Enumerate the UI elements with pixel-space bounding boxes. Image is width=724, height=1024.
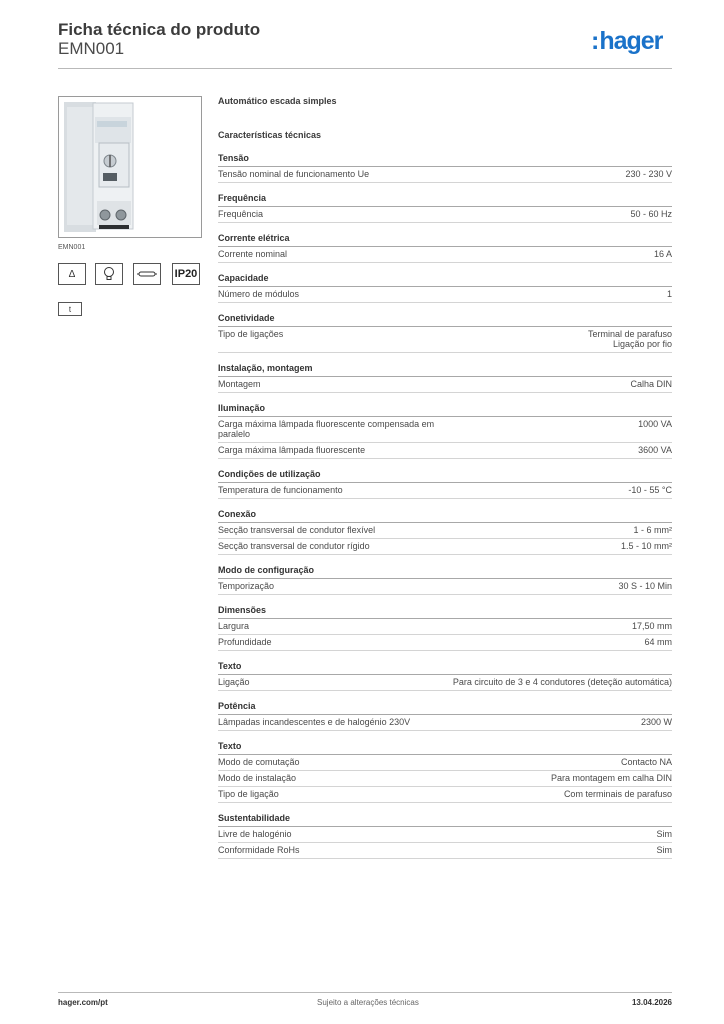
spec-row — [218, 539, 672, 555]
spec-label: Conformidade RoHs — [218, 845, 300, 855]
spec-label: Tensão nominal de funcionamento Ue — [218, 169, 370, 179]
spec-section — [218, 701, 672, 731]
spec-label: Secção transversal de condutor flexível — [218, 525, 376, 535]
spec-row — [218, 715, 672, 731]
spec-value: 64 mm — [644, 637, 672, 647]
spec-row — [218, 771, 672, 787]
spec-row — [218, 207, 672, 223]
section-title: Tensão — [218, 153, 672, 167]
timer-icon: t — [58, 302, 82, 316]
footer-divider — [58, 992, 672, 993]
spec-value: 30 S - 10 Min — [618, 581, 672, 591]
spec-section — [218, 661, 672, 691]
bell-icon: Δ — [58, 263, 86, 285]
spec-label: Corrente nominal — [218, 249, 288, 259]
spec-section — [218, 363, 672, 393]
spec-row — [218, 417, 672, 443]
spec-label: Secção transversal de condutor rígido — [218, 541, 370, 551]
spec-sections — [218, 153, 672, 859]
spec-label: Temperatura de funcionamento — [218, 485, 343, 495]
spec-value: 1000 VA — [638, 419, 672, 429]
section-title: Condições de utilização — [218, 469, 672, 483]
spec-label: Largura — [218, 621, 250, 631]
product-code: EMN001 — [58, 39, 125, 58]
section-title: Sustentabilidade — [218, 813, 672, 827]
page-title: Ficha técnica do produto — [58, 20, 261, 39]
spec-section — [218, 509, 672, 555]
spec-section — [218, 813, 672, 859]
spec-label: Montagem — [218, 379, 261, 389]
hager-logo: :hager — [591, 27, 663, 55]
spec-row — [218, 827, 672, 843]
footer-date: 13.04.2026 — [631, 998, 672, 1007]
characteristics-title: Características técnicas — [218, 130, 322, 140]
spec-row — [218, 247, 672, 263]
spec-row — [218, 443, 672, 459]
spec-row — [218, 843, 672, 859]
section-title: Instalação, montagem — [218, 363, 672, 377]
image-caption: EMN001 — [58, 244, 86, 251]
section-title: Potência — [218, 701, 672, 715]
spec-label: Lâmpadas incandescentes e de halogénio 230V — [218, 717, 411, 727]
spec-label: Carga máxima lâmpada fluorescente compensada em paralelo — [218, 419, 435, 439]
spec-value: Sim — [656, 845, 672, 855]
section-title: Modo de configuração — [218, 565, 672, 579]
spec-section — [218, 741, 672, 803]
spec-section — [218, 193, 672, 223]
footer-website[interactable]: hager.com/pt — [58, 998, 108, 1007]
section-title: Conexão — [218, 509, 672, 523]
header-divider — [58, 68, 672, 69]
spec-row — [218, 167, 672, 183]
product-image — [58, 96, 202, 238]
section-title: Texto — [218, 661, 672, 675]
spec-row — [218, 483, 672, 499]
footer-notice: Sujeito a alterações técnicas — [317, 998, 419, 1007]
spec-value: -10 - 55 °C — [628, 485, 672, 495]
section-title: Conetividade — [218, 313, 672, 327]
spec-content — [218, 96, 672, 869]
product-name: Automático escada simples — [218, 96, 337, 106]
spec-row — [218, 327, 672, 353]
spec-label: Tipo de ligação — [218, 789, 279, 799]
spec-value: 2300 W — [640, 717, 672, 727]
spec-row — [218, 579, 672, 595]
spec-value: Calha DIN — [630, 379, 672, 389]
din-module-illustration — [59, 97, 201, 237]
spec-label: Profundidade — [218, 637, 272, 647]
spec-row — [218, 675, 672, 691]
spec-row — [218, 755, 672, 771]
spec-section — [218, 605, 672, 651]
spec-section — [218, 403, 672, 459]
lamp-icon — [95, 263, 123, 285]
spec-value: 16 A — [653, 249, 672, 259]
spec-value: 1.5 - 10 mm² — [620, 541, 672, 551]
spec-section — [218, 313, 672, 353]
spec-value: 17,50 mm — [631, 621, 672, 631]
spec-value: Para circuito de 3 e 4 condutores (deteção automática) — [452, 677, 672, 687]
ip-rating-badge: IP20 — [172, 263, 200, 285]
spec-label: Livre de halogénio — [218, 829, 292, 839]
spec-value: Para montagem em calha DIN — [550, 773, 672, 783]
spec-label: Temporização — [218, 581, 275, 591]
spec-label: Modo de comutação — [218, 757, 300, 767]
spec-label: Número de módulos — [218, 289, 300, 299]
spec-section — [218, 565, 672, 595]
spec-value: 3600 VA — [638, 445, 672, 455]
spec-value: Sim — [656, 829, 672, 839]
spec-label: Modo de instalação — [218, 773, 297, 783]
spec-value: 1 - 6 mm² — [633, 525, 672, 535]
spec-section — [218, 469, 672, 499]
spec-row — [218, 635, 672, 651]
spec-label: Frequência — [218, 209, 264, 219]
spec-label: Ligação — [218, 677, 250, 687]
spec-value: 1 — [666, 289, 672, 299]
section-title: Iluminação — [218, 403, 672, 417]
section-title: Texto — [218, 741, 672, 755]
spec-section — [218, 233, 672, 263]
section-title: Dimensões — [218, 605, 672, 619]
section-title: Corrente elétrica — [218, 233, 672, 247]
spec-section — [218, 153, 672, 183]
spec-value: Terminal de parafuso Ligação por fio — [587, 329, 672, 349]
spec-row — [218, 619, 672, 635]
spec-value: Com terminais de parafuso — [563, 789, 672, 799]
spec-value: Contacto NA — [620, 757, 672, 767]
section-title: Frequência — [218, 193, 672, 207]
spec-row — [218, 287, 672, 303]
section-title: Capacidade — [218, 273, 672, 287]
spec-row — [218, 787, 672, 803]
spec-value: 230 - 230 V — [625, 169, 672, 179]
spec-row — [218, 523, 672, 539]
spec-section — [218, 273, 672, 303]
spec-label: Tipo de ligações — [218, 329, 284, 339]
spec-row — [218, 377, 672, 393]
spec-label: Carga máxima lâmpada fluorescente — [218, 445, 366, 455]
fluorescent-tube-icon — [133, 263, 161, 285]
spec-value: 50 - 60 Hz — [630, 209, 672, 219]
